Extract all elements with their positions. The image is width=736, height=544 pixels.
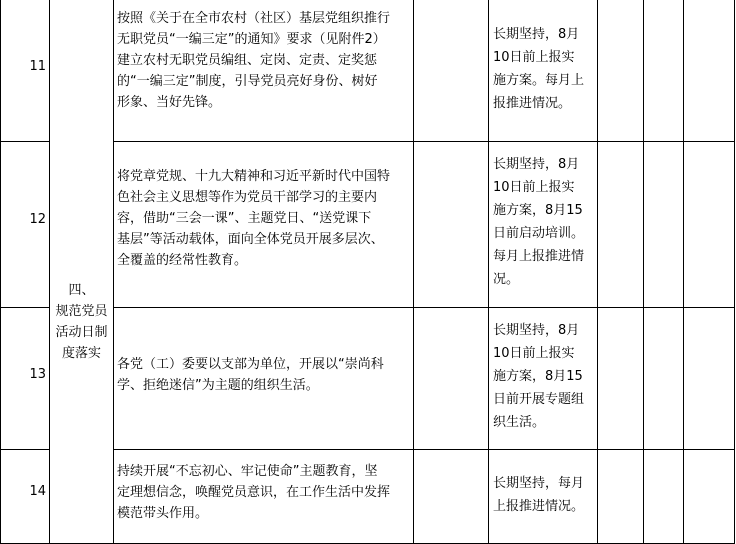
row-divider — [113, 307, 735, 308]
column-divider — [413, 0, 414, 544]
row-content: 将党章党规、十九大精神和习近平新时代中国特 色社会主义思想等作为党员干部学习的主要内 容，借助“三会一课”、主题党日、“送党课下 基层”等活动载体，面向全体党员开展多层次、 全覆盖的经常性教育。 — [117, 169, 391, 268]
row-timeline: 长期坚持，8月 10日前上报实 施方案，8月15 日前启动培训。 每月上报推进情 况。 — [493, 157, 585, 287]
row-divider — [0, 141, 50, 142]
table-border-left — [0, 0, 1, 544]
column-divider — [49, 0, 50, 544]
row-timeline: 长期坚持，8月 10日前上报实 施方案，8月15 日前开展专题组 织生活。 — [493, 323, 585, 430]
column-divider — [113, 0, 114, 544]
row-divider — [0, 449, 50, 450]
row-content: 按照《关于在全市农村（社区）基层党组织推行 无职党员“一编三定”的通知》要求（见附件2） 建立农村无职党员编组、定岗、定责、定奖惩 的“一编三定”制度，引导党员亮好身份、树好 形象、当好先锋。 — [117, 11, 391, 110]
row-content: 各党（工）委要以支部为单位，开展以“崇尚科 学、拒绝迷信”为主题的组织生活。 — [117, 357, 384, 393]
row-divider — [113, 141, 735, 142]
row-content: 持续开展“不忘初心、牢记使命”主题教育，坚 定理想信念，唤醒党员意识，在工作生活中发挥 模范带头作用。 — [117, 464, 391, 521]
row-divider — [0, 307, 50, 308]
row-number: 11 — [29, 59, 46, 74]
column-divider — [597, 0, 598, 544]
row-divider — [113, 449, 735, 450]
row-timeline: 长期坚持，每月 上报推进情况。 — [493, 476, 585, 514]
row-timeline: 长期坚持，8月 10日前上报实 施方案。每月上 报推进情况。 — [493, 27, 585, 111]
table-border-right — [734, 0, 735, 544]
column-divider — [643, 0, 644, 544]
column-divider — [488, 0, 489, 544]
row-number: 12 — [29, 212, 46, 227]
row-number: 14 — [29, 484, 46, 499]
row-number: 13 — [29, 367, 46, 382]
category-cell: 四、 规范党员 活动日制 度落实 — [55, 283, 108, 361]
column-divider — [683, 0, 684, 544]
